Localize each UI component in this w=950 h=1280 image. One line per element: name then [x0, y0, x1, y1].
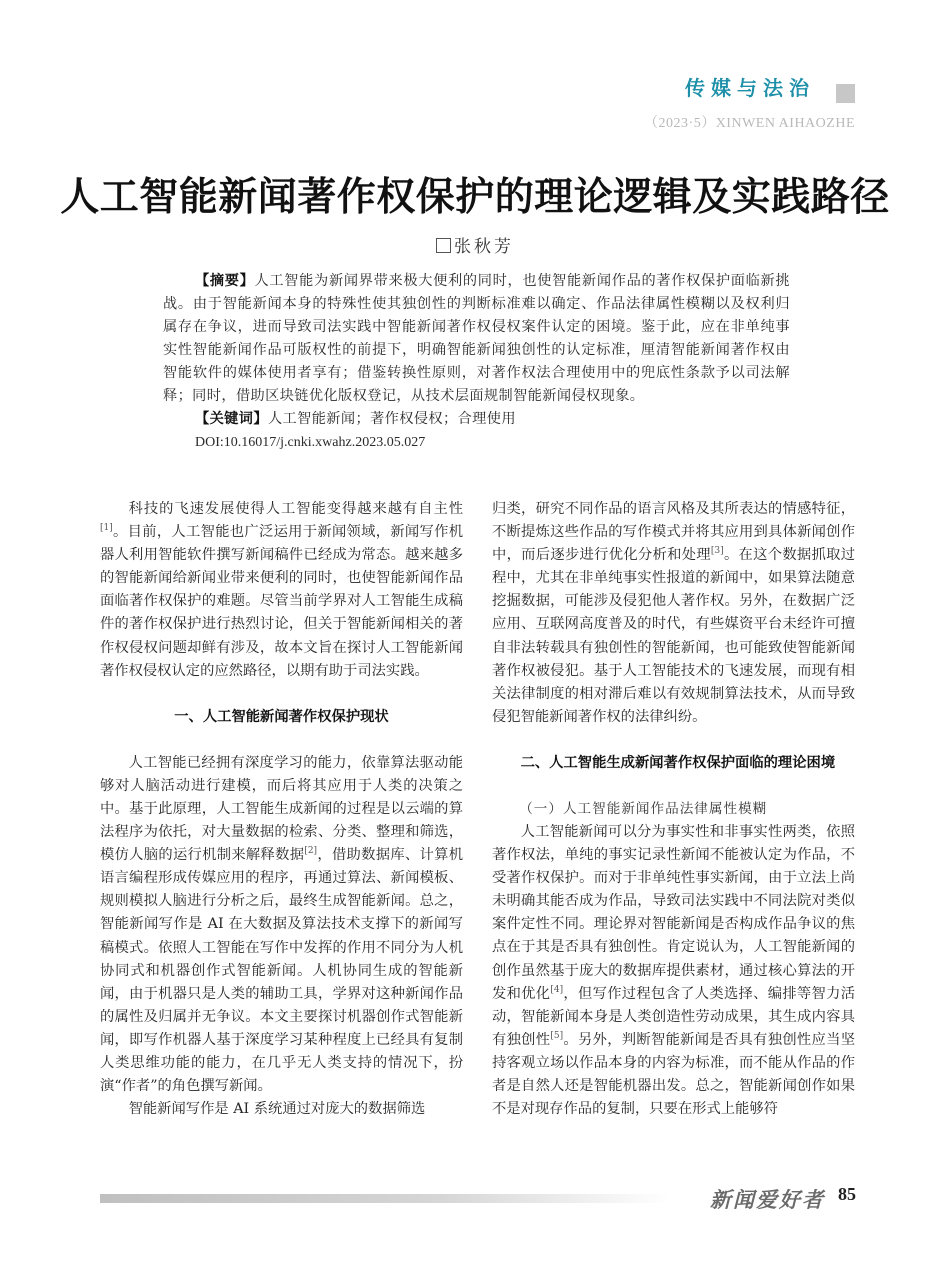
- citation-ref: [3]: [710, 546, 724, 557]
- text-run: ，借助数据库、计算机语言编程形成传媒应用的程序，再通过算法、新闻模板、规则模拟人脑进行分析之后，最终生成智能新闻。总之，智能新闻写作是 AI 在大数据及算法技术支撑下的新闻写稿模式。依照人工智能在写作中发挥的作用不同分为人机协同式和机器创作式智能新闻。人机协同生成的智能新闻，由于机器只是人类的辅助工具，学界对这种新闻作品的属性及归属并无争议。本文主要探讨机器创作式智能新闻，即写作机器人基于深度学习某种程度上已经具有复制人类思维功能的能力，在几乎无人类支持的情况下，扮演“作者”的角色撰写新闻。: [100, 847, 463, 1095]
- text-run: ，但写作过程包含了人类选择、编排等智力活动，智能新闻本身是人类创造性劳动成果，其生成内容具有独创性: [492, 985, 855, 1048]
- page-number: 85: [838, 1184, 856, 1204]
- citation-ref: [4]: [550, 984, 564, 995]
- author-name: 张秋芳: [454, 237, 514, 257]
- intro-paragraph: [100, 498, 463, 683]
- article-title: 人工智能新闻著作权保护的理论逻辑及实践路径: [60, 174, 890, 220]
- keywords-label: 【关键词】: [195, 411, 268, 427]
- citation-ref: [5]: [550, 1031, 564, 1042]
- footer-rule: [100, 1194, 670, 1203]
- text-run: 。另外，判断智能新闻是否具有独创性应当坚持客观立场以作品本身的内容为标准，而不能从作品的作者是自然人还是智能机器出发。总之，智能新闻创作如果不是对现存作品的复制，只要在形式上能够符: [492, 1031, 855, 1118]
- text-run: 人工智能新闻可以分为事实性和非事实性两类，依照著作权法，单纯的事实记录性新闻不能被认定为作品，不受著作权保护。而对于非单纯性事实新闻，由于立法上尚未明确其能否成为作品，导致司法实践中不同法院对类似案件定性不同。理论界对智能新闻是否构成作品争议的焦点在于其是否具有独创性。肯定说认为，人工智能新闻的创作虽然基于庞大的数据库提供素材，通过核心算法的开发和优化: [492, 823, 855, 1002]
- body-paragraph: 智能新闻写作是 AI 系统通过对庞大的数据筛选: [128, 1101, 426, 1118]
- author-line: [0, 232, 950, 257]
- body-paragraph: [100, 752, 463, 1098]
- body-column-left: [100, 498, 463, 1121]
- doi-line: DOI:10.16017/j.cnki.xwahz.2023.05.027: [195, 435, 426, 450]
- keywords-line: [163, 408, 790, 431]
- abstract-label: 【摘要】: [195, 273, 255, 289]
- text-run: 科技的飞速发展使得人工智能变得越来越有自主性: [128, 501, 463, 517]
- citation-ref: [2]: [304, 846, 318, 857]
- abstract: [163, 270, 790, 454]
- abstract-text: 人工智能为新闻界带来极大便利的同时，也使智能新闻作品的著作权保护面临新挑战。由于智能新闻本身的特殊性使其独创性的判断标准难以确定、作品法律属性模糊以及权利归属存在争议，进而导致司法实践中智能新闻著作权侵权案件认定的困境。鉴于此，应在非单纯事实性智能新闻作品可版权性的前提下，明确智能新闻独创性的认定标准，厘清智能新闻著作权由智能软件的媒体使用者享有；借鉴转换性原则，对著作权法合理使用中的兜底性条款予以司法解释；同时，借助区块链优化版权登记，从技术层面规制智能新闻侵权现象。: [163, 273, 790, 404]
- author-box-icon: [436, 238, 451, 253]
- section-tag: 传媒与法治: [685, 76, 815, 100]
- text-run: 。在这个数据抓取过程中，尤其在非单纯事实性报道的新闻中，如果算法随意挖掘数据，可能涉及侵犯他人著作权。另外，在数据广泛应用、互联网高度普及的时代，有些媒资平台未经许可擅自非法转载具有独创性的智能新闻，也可能致使智能新闻著作权被侵犯。基于人工智能技术的飞速发展，而现有相关法律制度的相对滞后难以有效规制算法技术，从而导致侵犯智能新闻著作权的法律纠纷。: [492, 547, 855, 725]
- text-run: 人工智能已经拥有深度学习的能力，依靠算法驱动能够对人脑活动进行建模，而后将其应用于人类的决策之中。基于此原理，人工智能生成新闻的过程是以云端的算法程序为依托，对大量数据的检索、分类、整理和筛选，模仿人脑的运行机制来解释数据: [100, 754, 463, 864]
- keywords-text: 人工智能新闻；著作权侵权；合理使用: [267, 411, 516, 427]
- issue-line: （2023·5）XINWEN AIHAOZHE: [644, 116, 855, 131]
- journal-name: 新闻爱好者: [710, 1187, 825, 1212]
- body-paragraph: [492, 821, 855, 1121]
- body-column-right: [492, 498, 855, 1121]
- body-paragraph: [492, 498, 855, 729]
- section-heading-2: 二、人工智能生成新闻著作权保护面临的理论困境: [520, 754, 836, 771]
- text-run: 。目前，人工智能也广泛运用于新闻领域，新闻写作机器人利用智能软件撰写新闻稿件已经成为常态。越来越多的智能新闻给新闻业带来便利的同时，也使智能新闻作品面临著作权保护的难题。尽管当前学界对人工智能生成稿件的著作权保护进行热烈讨论，但关于智能新闻相关的著作权侵权问题却鲜有涉及，故本文旨在探讨人工智能新闻著作权侵权认定的应然路径，以期有助于司法实践。: [100, 524, 463, 679]
- section-heading-1: 一、人工智能新闻著作权保护现状: [174, 708, 389, 725]
- abstract-paragraph: [163, 270, 790, 408]
- citation-ref: [1]: [100, 523, 113, 534]
- subsection-heading: （一）人工智能新闻作品法律属性模糊: [519, 800, 768, 817]
- section-marker: [836, 84, 855, 103]
- text-run: 归类，研究不同作品的语言风格及其所表达的情感特征，不断提炼这些作品的写作模式并将其应用到具体新闻创作中，而后逐步进行优化分析和处理: [492, 501, 855, 564]
